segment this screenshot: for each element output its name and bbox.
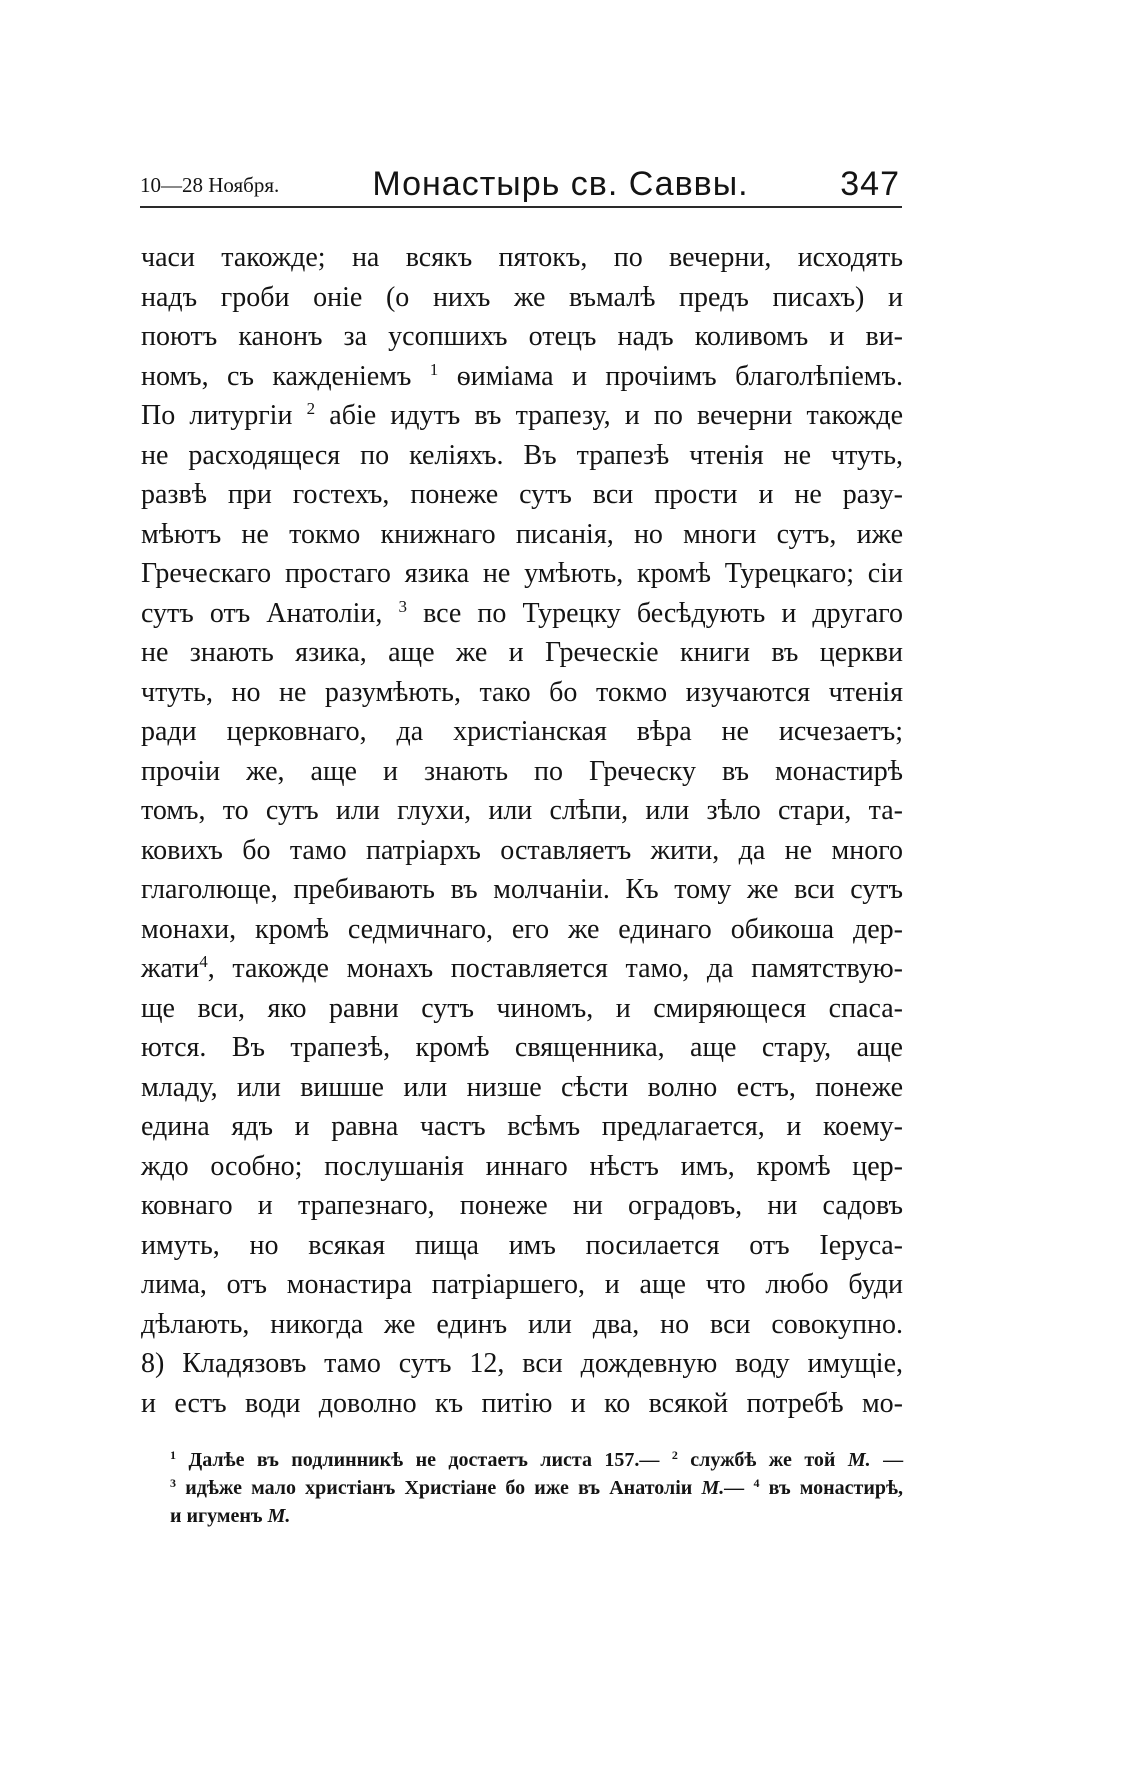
footnote-source-2: М. [847, 1449, 871, 1471]
text-segment: абіе идутъ въ трапезу, и по вечерни такожде [329, 400, 903, 431]
text-line: дѣлають, никогда же единъ или два, но вси совокупно. [141, 1308, 903, 1340]
text-line: Греческаго простаго язика не умѣють, кромѣ Турецкаго; сіи [141, 558, 903, 589]
footnote-line [170, 1446, 903, 1474]
text-line [141, 357, 903, 397]
text-line: не знають язика, аще же и Греческіе книги въ церкви [141, 637, 903, 668]
text-line: ковнаго и трапезнаго, понеже ни оградовъ, ни садовъ [141, 1190, 903, 1221]
text-line: младу, или вишше или низше сѣсти волно естъ, понеже [141, 1071, 903, 1103]
text-segment: ѳиміама и прочіимъ благолѣпіемъ. [456, 360, 903, 392]
footnote-text-3: идѣже мало христіанъ Христіане бо иже въ Анатоліи [185, 1477, 693, 1499]
footnote-source-3: М.— [701, 1477, 745, 1499]
text-line: едина ядъ и равна частъ всѣмъ предлагается, и коему- [141, 1111, 903, 1142]
text-line: ждо особно; послушанія иннаго нѣстъ имъ, кромѣ цер- [141, 1150, 903, 1182]
footnote-mark-4: 4 [753, 1476, 760, 1490]
text-line: ради церковнаго, да христіанская вѣра не исчезаетъ; [141, 716, 903, 747]
text-line: 8) Кладязовъ тамо сутъ 12, вси дождевную воду имущіе, [141, 1348, 903, 1379]
footnote-ref-1: 1 [429, 359, 439, 379]
text-segment: номъ, съ кажденіемъ [141, 360, 412, 392]
footnote-ref-3: 3 [398, 596, 407, 616]
text-line: мѣютъ не токмо книжнаго писанія, но многи сутъ, иже [141, 518, 903, 550]
text-segment: все по Турецку бесѣдують и другаго [423, 597, 904, 629]
header-rule [140, 206, 902, 208]
running-head-title: Монастырь св. Саввы. [372, 165, 749, 203]
running-head [140, 160, 900, 204]
body-text [141, 238, 903, 1423]
footnote-text-4: въ монастирѣ, [768, 1477, 904, 1499]
footnote-ref-4: 4 [199, 952, 208, 971]
text-line [141, 396, 903, 436]
text-line: ются. Въ трапезѣ, кромѣ священника, аще стару, аще [141, 1032, 903, 1063]
footnote-mark-1: 1 [170, 1448, 176, 1462]
text-line: и естъ води доволно къ питію и ко всякой потребѣ мо- [141, 1387, 903, 1419]
text-segment: По литургіи [141, 400, 293, 431]
text-line: имуть, но всякая пища имъ посилается отъ Іерусa- [141, 1229, 903, 1261]
text-line: часи такожде; на всякъ пятокъ, по вечерни, исходять [141, 242, 903, 273]
text-line: ковихъ бо тамо патріархъ оставляетъ жити, да не много [141, 834, 903, 866]
footnote-ref-2: 2 [306, 399, 316, 418]
footnote-text-2: службѣ же той [690, 1449, 836, 1471]
footnote-text-1: Далѣе въ подлинникѣ не достаетъ листа 157.— [188, 1449, 660, 1471]
text-line [141, 949, 903, 989]
text-line: монахи, кромѣ седмичнаго, его же единаго обикоша дер- [141, 913, 903, 945]
text-line: развѣ при гостехъ, понеже сутъ вси прости и не разу- [141, 479, 903, 510]
text-line: ще вси, яко равни сутъ чиномъ, и смиряющеся спаса- [141, 992, 903, 1024]
text-segment: сутъ отъ Анатоліи, [141, 597, 383, 629]
footnote-line [170, 1502, 903, 1530]
text-line [141, 594, 903, 634]
footnotes [170, 1446, 903, 1530]
text-segment: , такожде монахъ поставляется тамо, да памятствую- [207, 953, 903, 984]
footnote-mark-2: 2 [671, 1448, 678, 1462]
text-line: прочіи же, аще и знають по Греческу въ монастирѣ [141, 755, 903, 787]
page-number: 347 [840, 165, 900, 203]
running-head-dates: 10—28 Ноября. [140, 173, 280, 197]
footnote-mark-3: 3 [170, 1476, 176, 1490]
text-line: томъ, то сутъ или глухи, или слѣпи, или зѣло стари, та- [141, 795, 903, 826]
footnote-dash: — [883, 1449, 904, 1471]
text-line: чтуть, но не разумѣють, тако бо токмо изучаются чтенія [141, 676, 903, 708]
footnote-text-4-cont: и игуменъ [170, 1505, 263, 1527]
footnote-line [170, 1474, 903, 1502]
text-line: глаголюще, пребивають въ молчаніи. Къ тому же вси сутъ [141, 874, 903, 905]
text-line: лима, отъ монастира патріаршего, и аще что любо буди [141, 1269, 903, 1300]
footnote-source-4: М. [267, 1505, 291, 1527]
text-line: не расходящеся по келіяхъ. Въ трапезѣ чтенія не чтуть, [141, 439, 903, 471]
text-segment: жати [141, 953, 200, 984]
text-line: поютъ канонъ за усопшихъ отецъ надъ коливомъ и ви- [141, 321, 903, 352]
text-line: надъ гроби оніе (о нихъ же въмалѣ предъ писахъ) и [141, 281, 903, 313]
